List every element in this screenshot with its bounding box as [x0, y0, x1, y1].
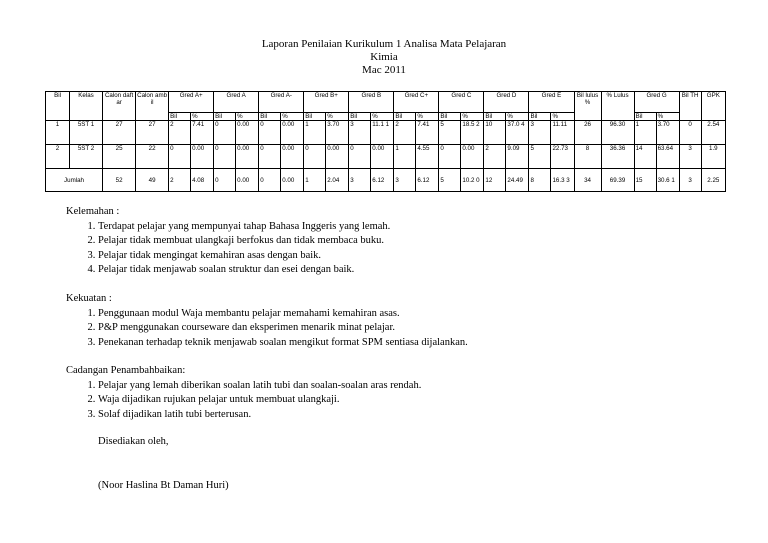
signatory-name: (Noor Haslina Bt Daman Huri)	[98, 480, 229, 491]
cell-a-minus-pct: 0.00	[281, 145, 304, 169]
cell-th: 3	[679, 169, 701, 192]
sub-pct: %	[371, 113, 394, 121]
prepared-by-label: Disediakan oleh,	[98, 436, 169, 447]
cell-ambil: 22	[136, 145, 169, 169]
header-gred-a-plus: Gred A+	[169, 92, 214, 113]
cell-c-bil: 5	[439, 169, 461, 192]
cell-th: 3	[679, 145, 701, 169]
list-item: 2. Waja dijadikan rujukan pelajar untuk membuat ulangkaji.	[98, 393, 421, 408]
cell-daftar: 52	[103, 169, 136, 192]
table-row	[46, 145, 726, 169]
cell-g-pct: 63.64	[656, 145, 679, 169]
report-title: Laporan Penilaian Kurikulum 1 Analisa Mata Pelajaran	[261, 38, 507, 50]
cell-a-minus-pct: 0.00	[281, 169, 304, 192]
list-item: 3. Pelajar tidak mengingat kemahiran asas dengan baik.	[98, 249, 390, 264]
header-gred-c-plus: Gred C+	[394, 92, 439, 113]
cell-a-plus-pct: 0.00	[191, 145, 214, 169]
cell-lulus-pct: 96.30	[601, 121, 634, 145]
list-item: 1. Terdapat pelajar yang mempunyai tahap Bahasa Inggeris yang lemah.	[98, 220, 390, 235]
header-calon-daftar: Calon daftar	[103, 92, 136, 121]
header-bil-lulus: Bil lulus %	[574, 92, 601, 121]
sub-bil: Bil	[484, 113, 506, 121]
cell-a-bil: 0	[214, 145, 236, 169]
cell-b-pct: 6.12	[371, 169, 394, 192]
report-date: Mac 2011	[362, 64, 406, 76]
cell-b-plus-pct: 0.00	[326, 145, 349, 169]
cell-a-pct: 0.00	[236, 121, 259, 145]
header-bil-th: Bil TH	[679, 92, 701, 121]
sub-bil: Bil	[304, 113, 326, 121]
header-gred-c: Gred C	[439, 92, 484, 113]
cell-th: 0	[679, 121, 701, 145]
cell-g-pct: 3.70	[656, 121, 679, 145]
header-gred-e: Gred E	[529, 92, 574, 113]
cell-a-pct: 0.00	[236, 169, 259, 192]
cell-c-bil: 0	[439, 145, 461, 169]
cell-d-bil: 10	[484, 121, 506, 145]
cell-e-bil: 3	[529, 121, 551, 145]
cell-d-pct: 37.0 4	[506, 121, 529, 145]
cell-e-pct: 11.11	[551, 121, 574, 145]
list-item: 3. Penekanan terhadap teknik menjawab soalan mengikut format SPM sentiasa dijalankan.	[98, 336, 468, 351]
cell-ambil: 49	[136, 169, 169, 192]
header-pct-lulus: % Lulus	[601, 92, 634, 121]
sub-bil: Bil	[529, 113, 551, 121]
cell-b-pct: 0.00	[371, 145, 394, 169]
cell-g-bil: 15	[634, 169, 656, 192]
kelemahan-section	[66, 205, 390, 278]
cell-c-plus-bil: 3	[394, 169, 416, 192]
header-bil: Bil	[46, 92, 70, 121]
cell-b-plus-bil: 0	[304, 145, 326, 169]
cell-c-pct: 10.2 0	[461, 169, 484, 192]
kekuatan-list	[66, 307, 468, 351]
sub-pct: %	[191, 113, 214, 121]
report-subject: Kimia	[370, 51, 398, 63]
sub-pct: %	[236, 113, 259, 121]
cadangan-list	[66, 379, 421, 423]
cell-lulus-bil: 8	[574, 145, 601, 169]
cell-a-bil: 0	[214, 169, 236, 192]
cell-b-pct: 11.1 1	[371, 121, 394, 145]
list-item: 1. Pelajar yang lemah diberikan soalan latih tubi dan soalan-soalan aras rendah.	[98, 379, 421, 394]
cell-g-pct: 30.6 1	[656, 169, 679, 192]
cell-a-plus-bil: 2	[169, 121, 191, 145]
sub-pct: %	[656, 113, 679, 121]
sub-pct: %	[551, 113, 574, 121]
cell-a-bil: 0	[214, 121, 236, 145]
header-gred-b-plus: Gred B+	[304, 92, 349, 113]
kekuatan-heading: Kekuatan :	[66, 293, 112, 304]
cell-lulus-bil: 34	[574, 169, 601, 192]
cell-c-plus-pct: 7.41	[416, 121, 439, 145]
cell-b-plus-pct: 2.04	[326, 169, 349, 192]
table-header-row	[46, 92, 726, 113]
cell-total-label: Jumlah	[46, 169, 103, 192]
cell-e-bil: 5	[529, 145, 551, 169]
cell-e-pct: 16.3 3	[551, 169, 574, 192]
cell-c-plus-pct: 4.55	[416, 145, 439, 169]
cell-d-pct: 9.09	[506, 145, 529, 169]
sub-pct: %	[416, 113, 439, 121]
cell-ambil: 27	[136, 121, 169, 145]
cell-a-minus-bil: 0	[259, 121, 281, 145]
cell-c-pct: 18.5 2	[461, 121, 484, 145]
cell-gpk: 2.25	[701, 169, 725, 192]
header-gpk: GPK	[701, 92, 725, 121]
cell-a-plus-pct: 4.08	[191, 169, 214, 192]
cell-lulus-pct: 36.36	[601, 145, 634, 169]
sub-pct: %	[281, 113, 304, 121]
cell-d-bil: 12	[484, 169, 506, 192]
cell-a-minus-pct: 0.00	[281, 121, 304, 145]
cell-kelas: 5ST 2	[70, 145, 103, 169]
cadangan-heading: Cadangan Penambahbaikan:	[66, 365, 186, 376]
header-gred-d: Gred D	[484, 92, 529, 113]
cell-c-plus-bil: 1	[394, 145, 416, 169]
cell-a-minus-bil: 0	[259, 145, 281, 169]
cell-a-plus-pct: 7.41	[191, 121, 214, 145]
cell-e-bil: 8	[529, 169, 551, 192]
cell-a-pct: 0.00	[236, 145, 259, 169]
sub-pct: %	[461, 113, 484, 121]
cell-c-plus-pct: 6.12	[416, 169, 439, 192]
sub-pct: %	[326, 113, 349, 121]
cell-g-bil: 1	[634, 121, 656, 145]
cell-a-plus-bil: 2	[169, 169, 191, 192]
cell-lulus-pct: 69.39	[601, 169, 634, 192]
sub-bil: Bil	[394, 113, 416, 121]
cell-a-plus-bil: 0	[169, 145, 191, 169]
cell-d-bil: 2	[484, 145, 506, 169]
cell-g-bil: 14	[634, 145, 656, 169]
list-item: 1. Penggunaan modul Waja membantu pelajar memahami kemahiran asas.	[98, 307, 468, 322]
list-item: 2. P&P menggunakan courseware dan eksperimen menarik minat pelajar.	[98, 321, 468, 336]
header-gred-b: Gred B	[349, 92, 394, 113]
kelemahan-heading: Kelemahan :	[66, 206, 120, 217]
cell-d-pct: 24.49	[506, 169, 529, 192]
cell-c-bil: 5	[439, 121, 461, 145]
sub-bil: Bil	[169, 113, 191, 121]
results-table	[45, 91, 726, 192]
list-item: 2. Pelajar tidak membuat ulangkaji berfokus dan tidak membaca buku.	[98, 234, 390, 249]
cell-daftar: 25	[103, 145, 136, 169]
cell-gpk: 1.9	[701, 145, 725, 169]
cell-a-minus-bil: 0	[259, 169, 281, 192]
header-kelas: Kelas	[70, 92, 103, 121]
header-gred-g: Gred G	[634, 92, 679, 113]
kekuatan-section	[66, 292, 468, 350]
header-gred-a: Gred A	[214, 92, 259, 113]
cell-daftar: 27	[103, 121, 136, 145]
cell-gpk: 2.54	[701, 121, 725, 145]
sub-bil: Bil	[439, 113, 461, 121]
cell-b-bil: 3	[349, 121, 371, 145]
sub-bil: Bil	[214, 113, 236, 121]
cell-bil: 2	[46, 145, 70, 169]
cell-lulus-bil: 26	[574, 121, 601, 145]
list-item: 4. Pelajar tidak menjawab soalan struktur dan esei dengan baik.	[98, 263, 390, 278]
kelemahan-list	[66, 220, 390, 278]
sub-bil: Bil	[259, 113, 281, 121]
cell-bil: 1	[46, 121, 70, 145]
cell-b-plus-pct: 3.70	[326, 121, 349, 145]
sub-bil: Bil	[349, 113, 371, 121]
cell-e-pct: 22.73	[551, 145, 574, 169]
cell-kelas: 5ST 1	[70, 121, 103, 145]
cadangan-section	[66, 364, 421, 422]
cell-b-plus-bil: 1	[304, 169, 326, 192]
cell-b-bil: 0	[349, 145, 371, 169]
list-item: 3. Solaf dijadikan latih tubi berterusan.	[98, 408, 421, 423]
cell-c-pct: 0.00	[461, 145, 484, 169]
table-total-row	[46, 169, 726, 192]
cell-c-plus-bil: 2	[394, 121, 416, 145]
sub-bil: Bil	[634, 113, 656, 121]
cell-b-bil: 3	[349, 169, 371, 192]
table-row	[46, 121, 726, 145]
sub-pct: %	[506, 113, 529, 121]
cell-b-plus-bil: 1	[304, 121, 326, 145]
header-calon-ambil: Calon ambil	[136, 92, 169, 121]
header-gred-a-minus: Gred A-	[259, 92, 304, 113]
